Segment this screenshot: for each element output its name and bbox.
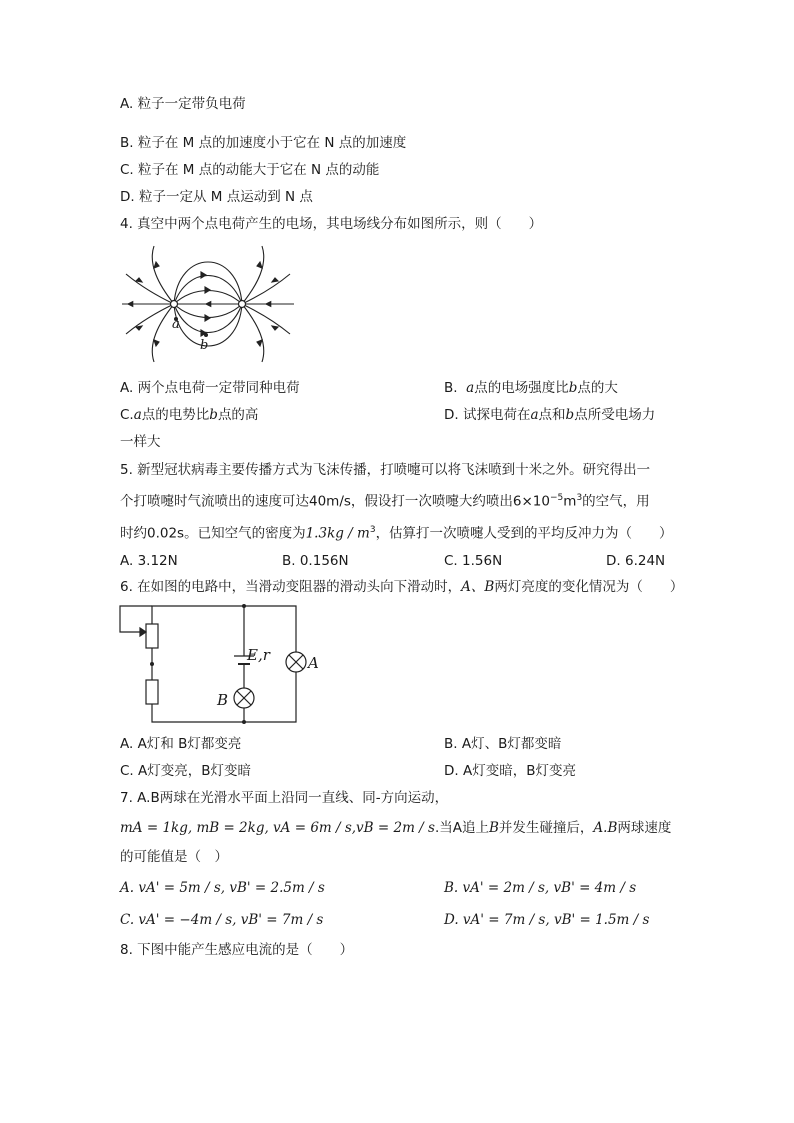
q5-option-b: B. 0.156N <box>282 553 349 569</box>
q7-option-b: B. vA' = 2m / s, vB' = 4m / s <box>444 880 637 896</box>
q3-option-a: A. 粒子一定带负电荷 <box>120 96 246 112</box>
q4-stem: 4. 真空中两个点电荷产生的电场，其电场线分布如图所示，则（ ） <box>120 216 543 232</box>
q7-stem-line3: 的可能值是（ ） <box>120 849 228 865</box>
q5-stem-line3: 时约0.02s。已知空气的密度为$1.3kg / m^3$，估算打一次喷嚏人受到的平均反冲力为（ ） <box>120 525 673 542</box>
q6-option-c: C. A灯变亮，B灯变暗 <box>120 763 252 779</box>
q4-figure-label-b: b <box>200 338 209 353</box>
q7-given: mA = 1kg, mB = 2kg, vA = 6m / s,vB = 2m / s.当A追上B并发生碰撞后，A.B两球速度 <box>120 820 672 836</box>
q6-figure-label-b: B <box>217 691 229 709</box>
q4-option-b: B. a点的电场强度比b点的大 <box>444 380 618 396</box>
q5-stem-line2: 个打喷嚏时气流喷出的速度可达40m/s，假设打一次喷嚏大约喷出$6\times 10^{-5}m^3$的空气，用 <box>120 493 650 510</box>
q4-option-d: D. 试探电荷在a点和b点所受电场力 <box>444 407 656 423</box>
q5-option-d: D. 6.24N <box>606 553 666 569</box>
q5-stem-line1: 5. 新型冠状病毒主要传播方式为飞沫传播，打喷嚏可以将飞沫喷到十米之外。研究得出一 <box>120 462 651 478</box>
q8-stem: 8. 下图中能产生感应电流的是（ ） <box>120 942 354 958</box>
q7-stem: 7. A.B两球在光滑水平面上沿同一直线、同-方向运动， <box>120 790 449 806</box>
q6-figure-label-er: E,r <box>247 646 270 664</box>
q4-option-d-continued: 一样大 <box>120 434 161 450</box>
q7-option-a: A. vA' = 5m / s, vB' = 2.5m / s <box>120 880 325 896</box>
q5-option-c: C. 1.56N <box>444 553 503 569</box>
q6-option-d: D. A灯变暗，B灯变亮 <box>444 763 576 779</box>
q6-option-b: B. A灯、B灯都变暗 <box>444 736 562 752</box>
q4-figure-label-a: a <box>172 317 180 332</box>
q6-stem: 6. 在如图的电路中，当滑动变阻器的滑动头向下滑动时，A、B两灯亮度的变化情况为（ ） <box>120 579 684 595</box>
q3-option-b: B. 粒子在 M 点的加速度小于它在 N 点的加速度 <box>120 135 407 151</box>
q6-option-a: A. A灯和 B灯都变亮 <box>120 736 242 752</box>
q6-figure-label-a: A <box>308 654 319 672</box>
q4-option-a: A. 两个点电荷一定带同种电荷 <box>120 380 300 396</box>
q4-option-c: C.a点的电势比b点的高 <box>120 407 259 423</box>
q7-option-c: C. vA' = −4m / s, vB' = 7m / s <box>120 912 324 928</box>
q7-option-d: D. vA' = 7m / s, vB' = 1.5m / s <box>444 912 650 928</box>
q3-option-d: D. 粒子一定从 M 点运动到 N 点 <box>120 189 313 205</box>
q5-option-a: A. 3.12N <box>120 553 178 569</box>
q3-option-c: C. 粒子在 M 点的动能大于它在 N 点的动能 <box>120 162 380 178</box>
circuit-figure <box>116 602 326 728</box>
